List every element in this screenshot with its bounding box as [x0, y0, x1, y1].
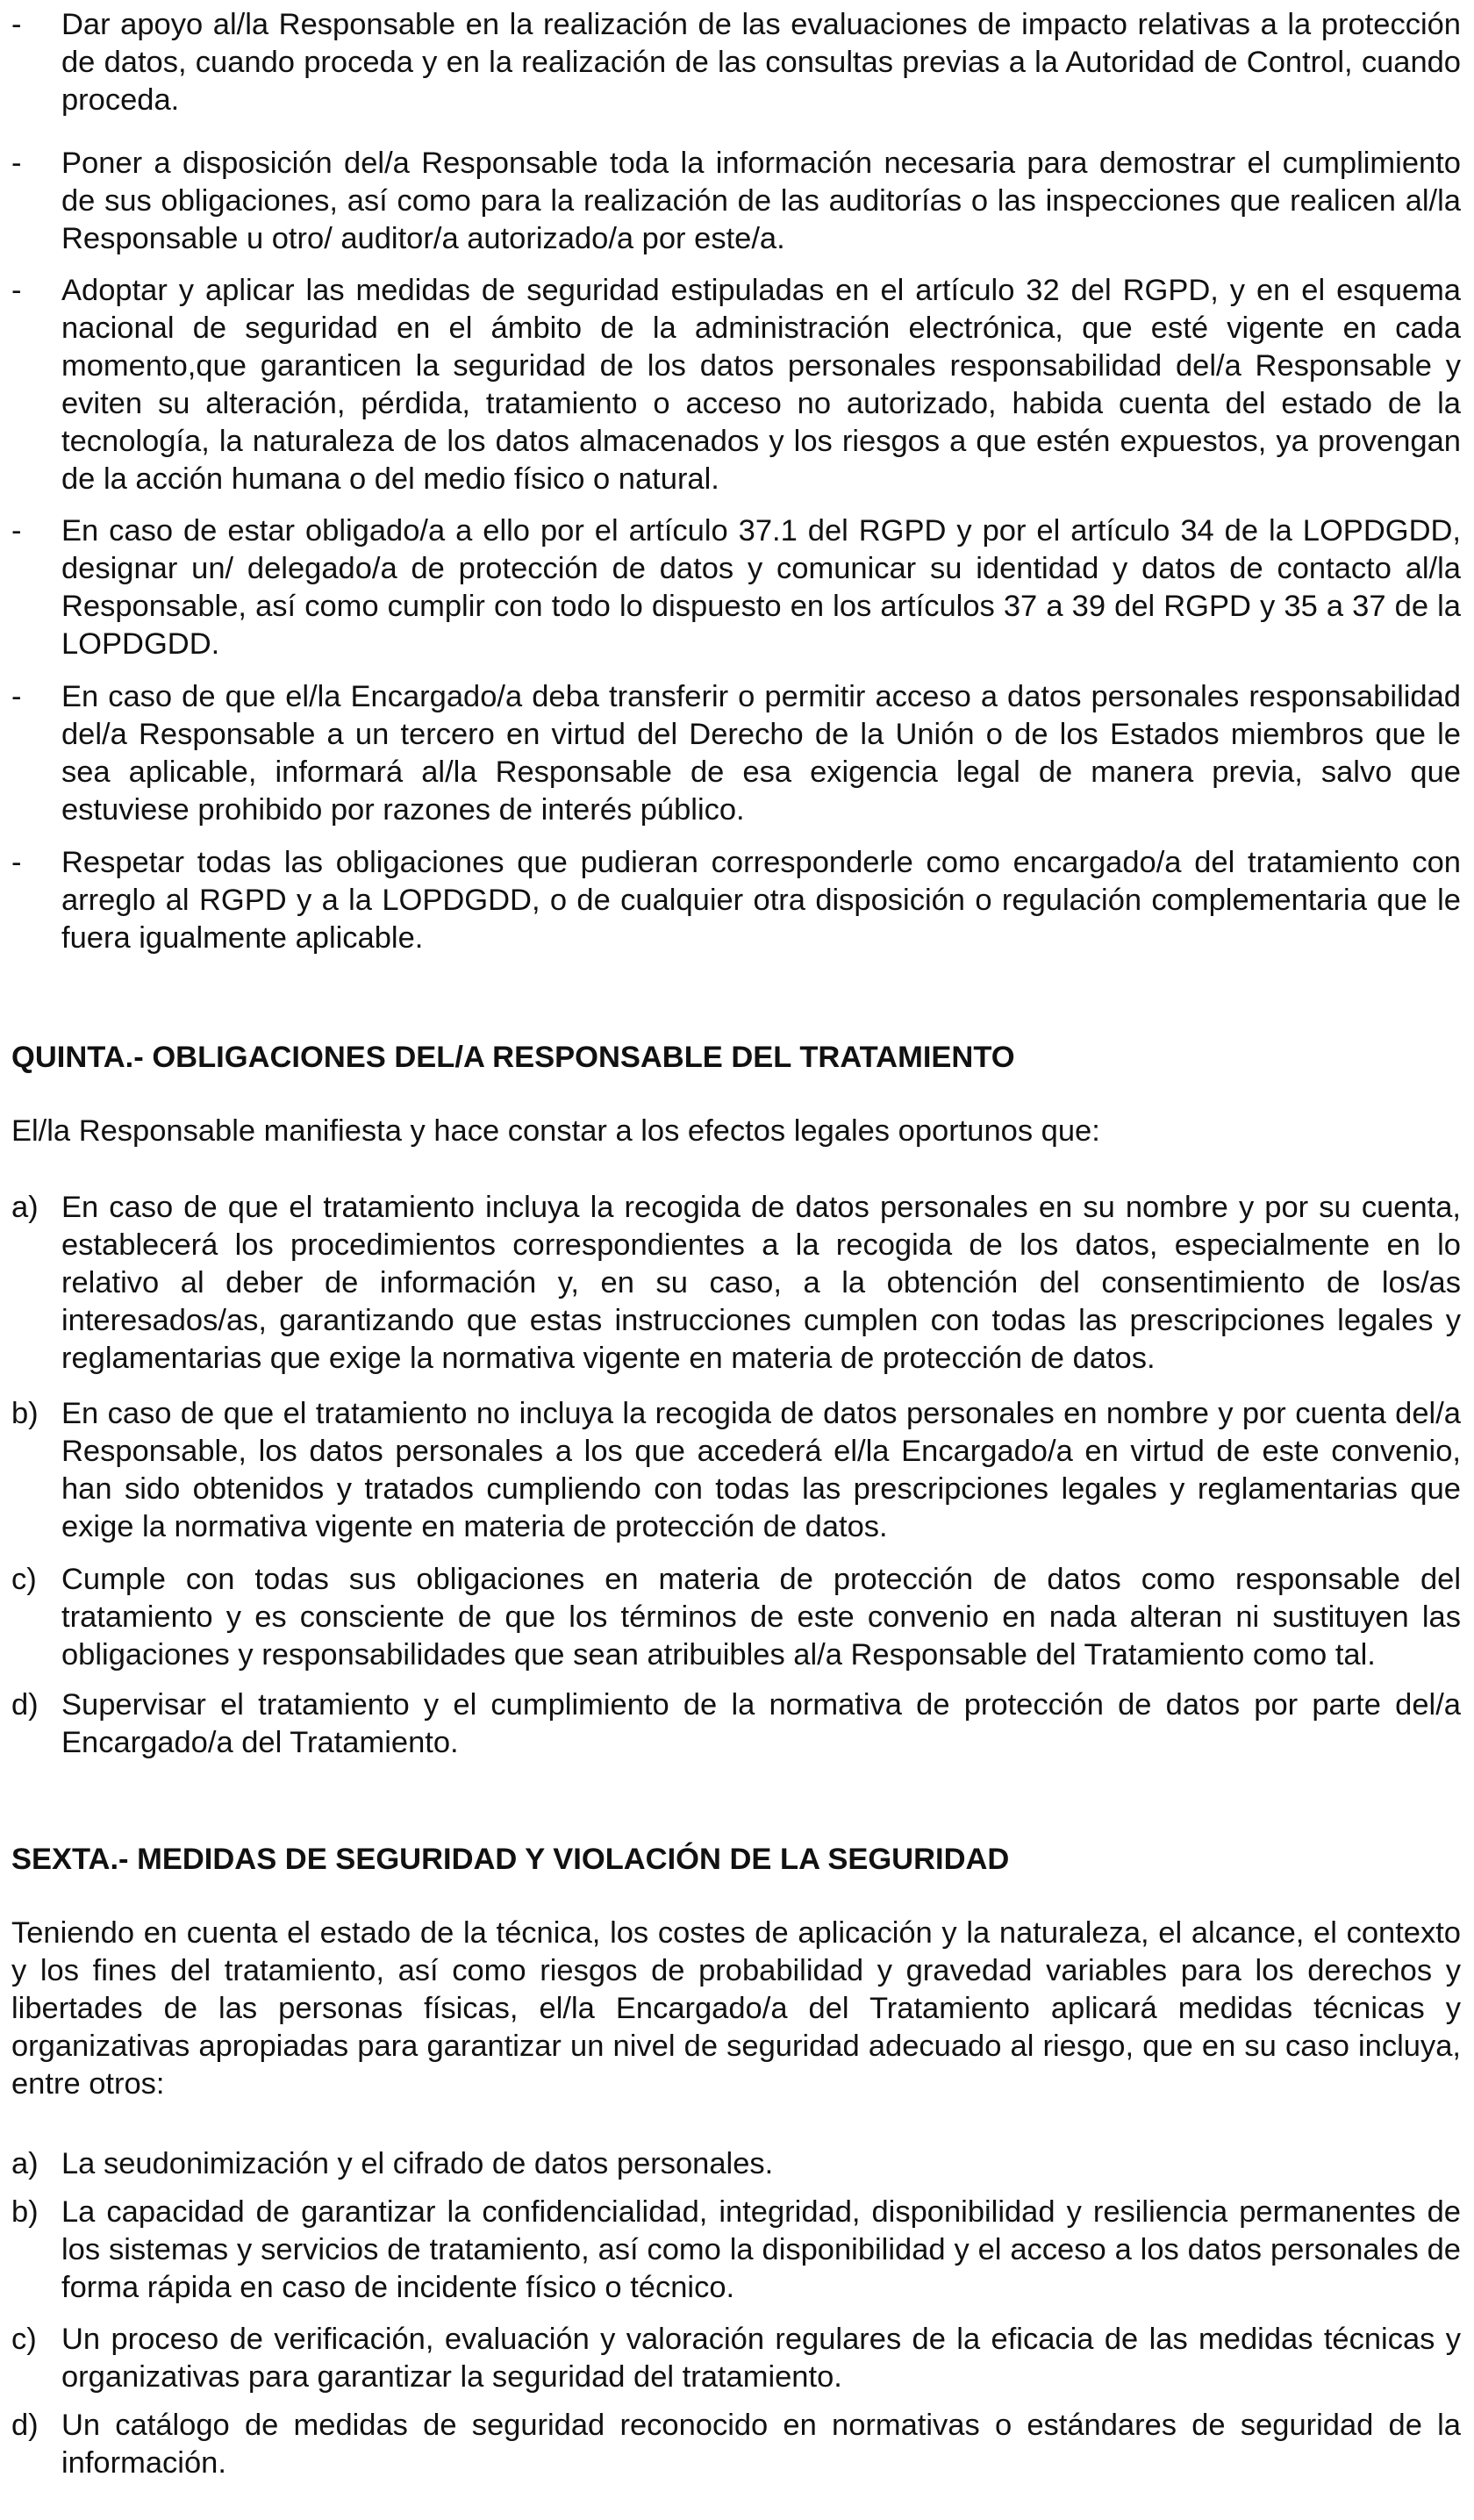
- list-item: [11, 1561, 1461, 1674]
- list-item-text: Respetar todas las obligaciones que pudieran corresponderle como encargado/a del tratamiento con arreglo al RGPD y a la LOPDGDD, o de cualquier otra disposición o regulación complementaria que le fuera igualmente aplicable.: [61, 846, 1461, 955]
- list-marker: d): [11, 1688, 39, 1722]
- list-item-text: En caso de que el tratamiento no incluya la recogida de datos personales en nombre y por cuenta del/a Responsable, los datos personales a los que accederá el/la Encargado/a en virtud de este convenio, han sido obtenidos y tratados cumpliendo con todas las prescripciones legales y reglamentarias que exige la normativa vigente en materia de protección de datos.: [61, 1397, 1461, 1543]
- list-item-text: En caso de que el tratamiento incluya la recogida de datos personales en su nombre y por su cuenta, establecerá los procedimientos correspondientes a la recogida de los datos, especialmente en lo relativo al deber de información y, en su caso, a la obtención del consentimiento de los/as interesados/as, garantizando que estas instrucciones cumplen con todas las prescripciones legales y reglamentarias que exige la normativa vigente en materia de protección de datos.: [61, 1191, 1461, 1375]
- list-item: [11, 2407, 1461, 2482]
- list-item-text: Dar apoyo al/la Responsable en la realización de las evaluaciones de impacto relativas a la protección de datos, cuando proceda y en la realización de las consultas previas a la Autoridad de Control, cuando proceda.: [61, 8, 1461, 117]
- list-item: [11, 2321, 1461, 2396]
- section-heading-quinta: QUINTA.- OBLIGACIONES DEL/A RESPONSABLE DEL TRATAMIENTO: [11, 1041, 1015, 1074]
- list-item: [11, 844, 1461, 957]
- list-item-text: Adoptar y aplicar las medidas de seguridad estipuladas en el artículo 32 del RGPD, y en el esquema nacional de seguridad en el ámbito de la administración electrónica, que esté vigente en cada momento,que garanticen la seguridad de los datos personales responsabilidad del/a Responsable y eviten su alteración, pérdida, tratamiento o acceso no autorizado, habida cuenta del estado de la tecnología, la naturaleza de los datos almacenados y los riesgos a que estén expuestos, ya provengan de la acción humana o del medio físico o natural.: [61, 274, 1461, 496]
- list-item-text: Poner a disposición del/a Responsable toda la información necesaria para demostrar el cumplimiento de sus obligaciones, así como para la realización de las auditorías o las inspecciones que realicen al/la Responsable u otro/ auditor/a autorizado/a por este/a.: [61, 147, 1461, 255]
- list-item-text: Cumple con todas sus obligaciones en materia de protección de datos como responsable del tratamiento y es consciente de que los términos de este convenio en nada alteran ni sustituyen las obligaciones y responsabilidades que sean atribuibles al/a Responsable del Tratamiento como tal.: [61, 1563, 1461, 1672]
- list-item-text: Un proceso de verificación, evaluación y valoración regulares de la eficacia de las medidas técnicas y organizativas para garantizar la seguridad del tratamiento.: [61, 2323, 1461, 2394]
- list-item: [11, 2194, 1461, 2307]
- section-heading-sexta: SEXTA.- MEDIDAS DE SEGURIDAD Y VIOLACIÓN DE LA SEGURIDAD: [11, 1843, 1010, 1876]
- list-item-text: La capacidad de garantizar la confidencialidad, integridad, disponibilidad y resiliencia permanentes de los sistemas y servicios de tratamiento, así como la disponibilidad y el acceso a los datos personales de forma rápida en caso de incidente físico o técnico.: [61, 2195, 1461, 2304]
- list-marker: -: [11, 846, 22, 879]
- list-item-text: Supervisar el tratamiento y el cumplimiento de la normativa de protección de datos por parte del/a Encargado/a del Tratamiento.: [61, 1688, 1461, 1759]
- list-item: [11, 2145, 1461, 2183]
- list-marker: -: [11, 514, 22, 548]
- list-item: [11, 1686, 1461, 1762]
- list-item: [11, 145, 1461, 258]
- list-marker: -: [11, 8, 22, 41]
- list-marker: -: [11, 274, 22, 307]
- list-item-text: En caso de estar obligado/a a ello por el artículo 37.1 del RGPD y por el artículo 34 de la LOPDGDD, designar un/ delegado/a de protección de datos y comunicar su identidad y datos de contacto al/la Responsable, así como cumplir con todo lo dispuesto en los artículos 37 a 39 del RGPD y 35 a 37 de la LOPDGDD.: [61, 514, 1461, 661]
- list-marker: a): [11, 1191, 39, 1224]
- list-item-text: La seudonimización y el cifrado de datos personales.: [61, 2147, 774, 2180]
- list-marker: a): [11, 2147, 39, 2180]
- list-item-text: En caso de que el/la Encargado/a deba transferir o permitir acceso a datos personales responsabilidad del/a Responsable a un tercero en virtud del Derecho de la Unión o de los Estados miembros que le sea aplicable, informará al/la Responsable de esa exigencia legal de manera previa, salvo que estuviese prohibido por razones de interés público.: [61, 680, 1461, 827]
- section-intro-sexta: Teniendo en cuenta el estado de la técnica, los costes de aplicación y la naturaleza, el alcance, el contexto y los fines del tratamiento, así como riesgos de probabilidad y gravedad variables para los derechos y libertades de las personas físicas, el/la Encargado/a del Tratamiento aplicará medidas técnicas y organizativas apropiadas para garantizar un nivel de seguridad adecuado al riesgo, que en su caso incluya, entre otros:: [11, 1916, 1461, 2101]
- list-marker: -: [11, 680, 22, 713]
- list-item: [11, 512, 1461, 663]
- list-item: [11, 678, 1461, 829]
- list-item: [11, 6, 1461, 119]
- list-item: [11, 1395, 1461, 1546]
- list-marker: b): [11, 1397, 39, 1430]
- list-marker: b): [11, 2195, 39, 2229]
- list-item-text: Un catálogo de medidas de seguridad reconocido en normativas o estándares de seguridad de la información.: [61, 2409, 1461, 2480]
- list-item: [11, 1189, 1461, 1378]
- list-marker: c): [11, 2323, 37, 2356]
- list-marker: d): [11, 2409, 39, 2442]
- list-item: [11, 272, 1461, 498]
- list-marker: -: [11, 147, 22, 180]
- section-intro-quinta: El/la Responsable manifiesta y hace constar a los efectos legales oportunos que:: [11, 1114, 1100, 1148]
- list-marker: c): [11, 1563, 37, 1596]
